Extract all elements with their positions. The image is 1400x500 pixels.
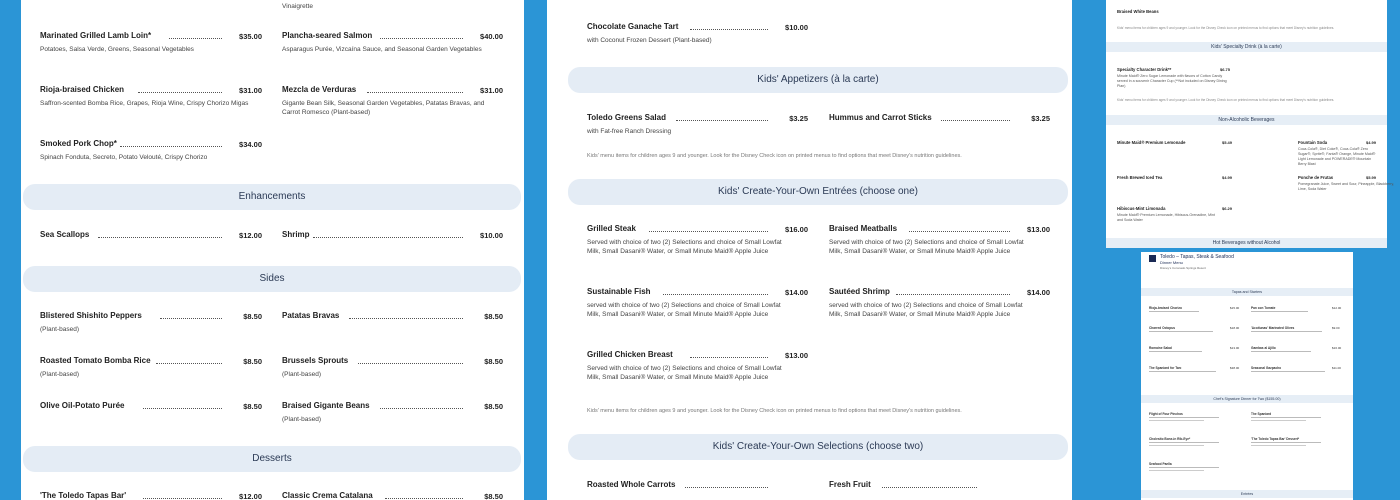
menu-item-price: $11.00 <box>1332 366 1341 370</box>
menu-item-name: Roasted Tomato Bomba Rice <box>40 356 151 365</box>
menu-item-price: $6.29 <box>1222 206 1233 211</box>
menu-item-description: served with choice of two (2) Selections and choice of Small Lowfat Milk, Small Dasani® Water, or Small Minute Maid® Apple Juice <box>829 302 1023 318</box>
menu-item-name: Fresh Brewed Iced Tea <box>1117 175 1163 180</box>
section-header-kids-entrees: Kids' Create-Your-Own Entrées (choose one) <box>568 179 1068 205</box>
thumbnail-page <box>1141 252 1353 500</box>
dot-leader <box>663 294 768 295</box>
menu-item-price: $8.50 <box>243 402 262 411</box>
menu-item-name: Seasonal Gazpacho <box>1251 366 1282 370</box>
dot-leader <box>367 92 463 93</box>
dot-leader <box>909 231 1010 232</box>
thumbnail-page <box>1106 0 1395 248</box>
dot-leader <box>685 487 768 488</box>
menu-item-description: Saffron-scented Bomba Rice, Grapes, Rioja Wine, Crispy Chorizo Migas <box>40 100 249 107</box>
menu-item-price: $8.50 <box>484 402 503 411</box>
section-header-hot-beverages: Hot Beverages without Alcohol <box>1106 238 1387 248</box>
dot-leader <box>380 408 463 409</box>
menu-item-name: Ponche de Frutas <box>1298 175 1334 180</box>
dot-leader <box>138 92 222 93</box>
menu-item-price: $12.00 <box>1332 306 1342 310</box>
menu-item-name: Romaine Salad <box>1149 346 1172 350</box>
menu-item-description: (Plant-based) <box>40 326 80 333</box>
menu-item-name: The Spaniard for Two <box>1149 366 1182 370</box>
menu-item-price: $8.50 <box>484 357 503 366</box>
menu-item-description-line <box>1149 311 1199 312</box>
dot-leader <box>385 498 463 499</box>
menu-item-description: Served with choice of two (2) Selections and choice of Small Lowfat Milk, Small Dasani® Water, or Small Minute Maid® Apple Juice <box>587 239 782 255</box>
menu-item-name: Flight of Four Pinchos <box>1149 412 1183 416</box>
menu-item-name: Olive Oil-Potato Purée <box>40 401 125 410</box>
menu-item-description: Coca-Cola®, Diet Coke®, Coca-Cola® Zero Sugar®, Sprite®, Fanta® Orange, Minute Maid® Light Lemonade and POWERADE® Mountain Berry Blast <box>1298 147 1376 166</box>
menu-item-price: $6.75 <box>1220 67 1231 72</box>
menu-item-name: Brussels Sprouts <box>282 356 349 365</box>
dot-leader <box>941 120 1010 121</box>
menu-item-price: $3.25 <box>789 114 808 123</box>
menu-item-price: $5.49 <box>1222 140 1233 145</box>
dot-leader <box>313 237 463 238</box>
dot-leader <box>120 146 222 147</box>
menu-item-description: Minute Maid® Premium Lemonade, Hibiscus-Grenadine, Mint and Soda Water <box>1117 213 1215 222</box>
menu-item-description: Asparagus Purée, Vizcaína Sauce, and Seasonal Garden Vegetables <box>282 46 482 53</box>
menu-item-price: $10.00 <box>480 231 503 240</box>
beverages-menu-thumbnail <box>1094 0 1400 248</box>
dot-leader <box>169 38 222 39</box>
dot-leader <box>882 487 977 488</box>
menu-item-description-line <box>1251 442 1321 443</box>
menu-item-price: $10.00 <box>785 23 808 32</box>
menu-item-description: Gigante Bean Silk, Seasonal Garden Vegetables, Patatas Bravas, and Carrot Romesco (Plant-based) <box>282 100 485 116</box>
menu-item-name: Pan con Tomate <box>1251 306 1276 310</box>
menu-item-description: Potatoes, Salsa Verde, Greens, Seasonal Vegetables <box>40 46 194 53</box>
menu-item-name: Patatas Bravas <box>282 311 340 320</box>
dot-leader <box>896 294 1010 295</box>
menu-item-price: $31.00 <box>239 86 262 95</box>
menu-item-price: $3.25 <box>1031 114 1050 123</box>
menu-item-price: $8.50 <box>243 312 262 321</box>
menu-item-name: Shrimp <box>282 230 310 239</box>
menu-item-name: Blistered Shishito Peppers <box>40 311 142 320</box>
menu-item-description: Served with choice of two (2) Selections and choice of Small Lowfat Milk, Small Dasani® Water, or Small Minute Maid® Apple Juice <box>587 365 782 381</box>
menu-item-name: Sustainable Fish <box>587 287 651 296</box>
menu-item-price: $13.00 <box>1027 225 1050 234</box>
menu-item-name: 'The Toledo Tapas Bar' Dessert* <box>1251 437 1300 441</box>
dot-leader <box>349 318 463 319</box>
dinner-menu-panel-left <box>21 0 524 500</box>
section-header-signature: Chef's Signature Dinner for Two ($155.00) <box>1141 395 1353 403</box>
dot-leader <box>143 408 222 409</box>
section-header-specialty-drink: Kids' Specialty Drink (à la carte) <box>1106 42 1387 52</box>
menu-item-name: Fountain Soda <box>1298 140 1328 145</box>
menu-item-description-line <box>1149 442 1219 443</box>
menu-item-description: Pomegranate Juice, Sweet and Sour, Pineapple, Blackberry, Lime, Soda Water <box>1298 182 1395 191</box>
section-header-tapas: Tapas and Starters <box>1141 288 1353 296</box>
menu-item-name: Sautéed Shrimp <box>829 287 890 296</box>
menu-item-description: served with choice of two (2) Selections and choice of Small Lowfat Milk, Small Dasani® Water, or Small Minute Maid® Apple Juice <box>587 302 781 318</box>
dot-leader <box>98 237 222 238</box>
menu-item-name: Roasted Whole Carrots <box>587 480 676 489</box>
dot-leader <box>649 231 768 232</box>
menu-item-name: 'Acoitunas' Marinated Olives <box>1251 326 1295 330</box>
menu-item-description-line <box>1149 417 1219 418</box>
menu-item-price: $35.00 <box>239 32 262 41</box>
menu-item-price: $5.99 <box>1366 175 1377 180</box>
menu-item-description: with Coconut Frozen Dessert (Plant-based) <box>587 37 712 44</box>
menu-item-description-line <box>1251 351 1311 352</box>
menu-item-name: Grilled Chicken Breast <box>587 350 673 359</box>
menu-item-price: $9.00 <box>1332 326 1340 330</box>
menu-item-name: Sea Scallops <box>40 230 90 239</box>
menu-item-description: Served with choice of two (2) Selections and choice of Small Lowfat Milk, Small Dasani® Water, or Small Minute Maid® Apple Juice <box>829 239 1024 255</box>
menu-item-description-line <box>1251 417 1321 418</box>
menu-item-description-line <box>1149 371 1216 372</box>
menu-item-description: Spinach Fonduta, Secreto, Potato Velouté, Crispy Chorizo <box>40 154 208 161</box>
menu-item-description-line <box>1149 420 1204 421</box>
section-header-enhancements: Enhancements <box>23 184 521 210</box>
menu-item-name: Minute Maid® Premium Lemonade <box>1117 140 1186 145</box>
menu-item-name: Mezcla de Verduras <box>282 85 357 94</box>
resort-name: Disney's Coronado Springs Resort <box>1160 266 1206 270</box>
menu-item-name: Rioja-braised Chorizo <box>1149 306 1182 310</box>
menu-item-name: Hummus and Carrot Sticks <box>829 113 932 122</box>
menu-item-price: $8.50 <box>243 357 262 366</box>
menu-item-price: $16.00 <box>1332 346 1342 350</box>
menu-item-name: Specialty Character Drink** <box>1117 67 1172 72</box>
dot-leader <box>156 363 222 364</box>
menu-item-price: $18.00 <box>1230 326 1240 330</box>
menu-item-name: Gambas al Ajillo <box>1251 346 1276 350</box>
section-header-desserts: Desserts <box>23 446 521 472</box>
menu-item-description-line <box>1149 331 1213 332</box>
menu-item-price: $4.99 <box>1222 175 1233 180</box>
section-header-entrees: Entrées <box>1141 490 1353 498</box>
menu-item-description: with Fat-free Ranch Dressing <box>587 128 672 135</box>
menu-item-price: $31.00 <box>480 86 503 95</box>
menu-item-name: Seafood Paella <box>1149 462 1172 466</box>
menu-item-name: 'The Toledo Tapas Bar' <box>40 491 127 500</box>
section-header-non-alcoholic: Non-Alcoholic Beverages <box>1106 115 1387 125</box>
kids-menu-note: Kids' menu items for children ages 9 and younger. Look for the Disney Check icon on printed menus to find options that meet Disney's nutrition guidelines. <box>1117 98 1335 102</box>
menu-item-price: $12.00 <box>239 492 262 500</box>
menu-item-price: $13.00 <box>785 351 808 360</box>
menu-item-name: Charred Octopus <box>1149 326 1176 330</box>
section-header-kids-appetizers: Kids' Appetizers (à la carte) <box>568 67 1068 93</box>
menu-item-name: Braised Meatballs <box>829 224 898 233</box>
dinner-menu-thumbnail <box>1094 252 1400 500</box>
dot-leader <box>358 363 463 364</box>
restaurant-logo-icon <box>1149 255 1156 262</box>
kids-menu-note: Kids' menu items for children ages 9 and younger. Look for the Disney Check icon on printed menus to find options that meet Disney's nutrition guidelines. <box>587 153 962 159</box>
item-description: Vinaigrette <box>282 3 313 10</box>
menu-item-name: Toledo Greens Salad <box>587 113 666 122</box>
menu-item-description: (Plant-based) <box>282 371 322 378</box>
menu-item-price: $12.00 <box>239 231 262 240</box>
menu-item-name: Rioja-braised Chicken <box>40 85 125 94</box>
menu-item-name: Smoked Pork Chop* <box>40 139 117 148</box>
menu-item-name: Cholesito Bone-in Rib-Eye* <box>1149 437 1191 441</box>
menu-item-name: The Spaniard <box>1251 412 1272 416</box>
menu-item-description-line <box>1149 467 1219 468</box>
kids-menu-panel <box>547 0 1072 500</box>
section-header-sides: Sides <box>23 266 521 292</box>
dot-leader <box>380 38 463 39</box>
menu-item-name: Plancha-seared Salmon <box>282 31 373 40</box>
menu-item-description: (Plant-based) <box>40 371 80 378</box>
menu-item-name: Marinated Grilled Lamb Loin* <box>40 31 152 40</box>
kids-menu-note: Kids' menu items for children ages 9 and younger. Look for the Disney Check icon on printed menus to find options that meet Disney's nutrition guidelines. <box>587 408 962 414</box>
section-header-kids-selections: Kids' Create-Your-Own Selections (choose two) <box>568 434 1068 460</box>
dot-leader <box>690 29 768 30</box>
menu-item-description-line <box>1251 420 1306 421</box>
menu-item-price: $4.99 <box>1366 140 1377 145</box>
menu-item-description: (Plant-based) <box>282 416 322 423</box>
menu-item-description-line <box>1251 371 1325 372</box>
menu-item-price: $14.00 <box>1027 288 1050 297</box>
menu-item-price: $40.00 <box>480 32 503 41</box>
dot-leader <box>676 120 768 121</box>
menu-item-name: Chocolate Ganache Tart <box>587 22 679 31</box>
menu-item-price: $38.00 <box>1230 366 1240 370</box>
kids-menu-note: Kids' menu items for children ages 9 and younger. Look for the Disney Check icon on printed menus to find options that meet Disney's nutrition guidelines. <box>1117 26 1335 30</box>
menu-item-name: Hibiscus-Mint Limonada <box>1117 206 1166 211</box>
menu-subtitle: Dinner Menu <box>1160 260 1183 265</box>
dot-leader <box>143 498 222 499</box>
menu-item-description-line <box>1251 331 1322 332</box>
menu-item-name: Braised White Beans <box>1117 9 1159 14</box>
menu-item-price: $15.00 <box>1230 306 1240 310</box>
menu-item-price: $13.00 <box>1230 346 1240 350</box>
menu-item-name: Fresh Fruit <box>829 480 871 489</box>
menu-item-name: Classic Crema Catalana <box>282 491 373 500</box>
menu-item-description-line <box>1149 351 1202 352</box>
dot-leader <box>690 357 768 358</box>
menu-item-price: $14.00 <box>785 288 808 297</box>
restaurant-title: Toledo – Tapas, Steak & Seafood <box>1160 254 1234 260</box>
menu-item-description: Minute Maid® Zero Sugar Lemonade with flavors of Cotton Candy served in a souvenir Character Cup (**Not included on Disney Dining Plan) <box>1117 74 1227 88</box>
menu-item-price: $8.50 <box>484 312 503 321</box>
menu-item-description-line <box>1149 445 1204 446</box>
menu-item-name: Braised Gigante Beans <box>282 401 370 410</box>
menu-item-description-line <box>1251 445 1306 446</box>
menu-item-price: $16.00 <box>785 225 808 234</box>
dot-leader <box>160 318 222 319</box>
menu-item-name: Grilled Steak <box>587 224 636 233</box>
menu-item-description-line <box>1251 311 1308 312</box>
menu-item-description-line <box>1149 470 1204 471</box>
menu-item-price: $8.50 <box>484 492 503 500</box>
menu-item-price: $34.00 <box>239 140 262 149</box>
